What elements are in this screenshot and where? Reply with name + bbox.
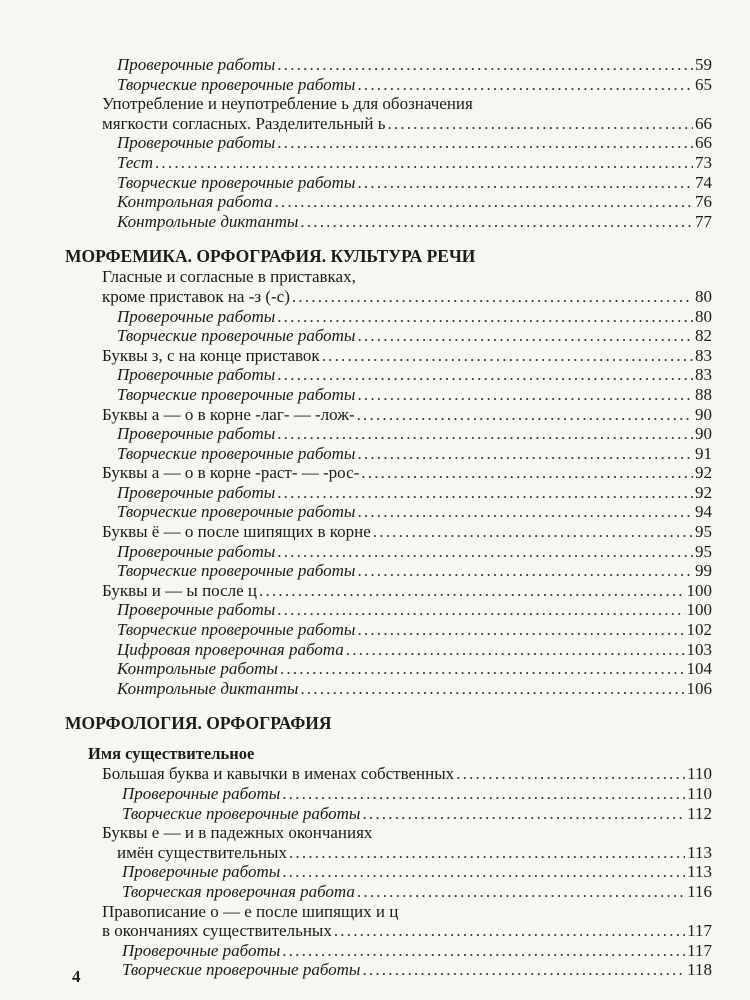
dot-leader — [357, 173, 693, 193]
page-ref: 83 — [695, 345, 712, 365]
toc-entry[interactable] — [62, 581, 712, 601]
entry-label: Контрольные работы — [117, 659, 278, 679]
page-ref: 80 — [695, 286, 712, 306]
toc-entry[interactable] — [62, 843, 712, 863]
toc-entry[interactable] — [62, 764, 712, 784]
entry-label: Употребление и неупотребление ь для обозначения — [102, 94, 473, 114]
page-ref: 104 — [686, 659, 712, 679]
dot-leader — [362, 804, 685, 824]
entry-label: Проверочные работы — [117, 600, 276, 620]
page-ref: 112 — [687, 803, 712, 823]
toc-entry[interactable] — [62, 173, 712, 193]
page-ref: 106 — [686, 678, 712, 698]
page-ref: 90 — [695, 424, 712, 444]
toc-entry[interactable] — [62, 522, 712, 542]
page-ref: 100 — [686, 580, 712, 600]
dot-leader — [277, 483, 693, 503]
dot-leader — [259, 581, 684, 601]
page-ref: 88 — [695, 384, 712, 404]
table-of-contents — [62, 55, 712, 980]
toc-entry[interactable] — [62, 804, 712, 824]
entry-label: Буквы а — о в корне -раст- — -рос- — [102, 463, 360, 483]
entry-label: кроме приставок на -з (-с) — [102, 286, 290, 306]
entry-label: Творческие проверочные работы — [117, 443, 356, 463]
entry-label: Буквы а — о в корне -лаг- — -лож- — [102, 404, 355, 424]
dot-leader — [277, 365, 693, 385]
toc-entry[interactable] — [62, 679, 712, 699]
subsection-heading: Имя существительное — [88, 744, 255, 764]
page-ref: 77 — [695, 211, 712, 231]
dot-leader — [357, 444, 693, 464]
toc-entry[interactable] — [62, 307, 712, 327]
entry-label: Буквы ё — о после шипящих в корне — [102, 522, 371, 542]
toc-entry[interactable] — [62, 659, 712, 679]
entry-label: Проверочные работы — [117, 365, 276, 385]
entry-label: Творческие проверочные работы — [117, 561, 356, 581]
entry-label: Контрольные диктанты — [117, 678, 299, 698]
toc-entry[interactable] — [62, 133, 712, 153]
dot-leader — [277, 307, 693, 327]
entry-label: Большая буква и кавычки в именах собственных — [102, 764, 455, 784]
dot-leader — [357, 326, 693, 346]
entry-label: Проверочные работы — [117, 133, 276, 153]
toc-entry[interactable] — [62, 600, 712, 620]
page-ref: 110 — [687, 784, 712, 803]
page-ref: 95 — [695, 522, 712, 542]
page-ref: 92 — [695, 463, 712, 483]
entry-label: Проверочные работы — [122, 862, 281, 882]
toc-entry[interactable] — [62, 385, 712, 405]
entry-group — [62, 764, 712, 823]
page-ref: 102 — [686, 620, 712, 640]
page-ref: 117 — [687, 940, 712, 960]
toc-entry[interactable] — [62, 365, 712, 385]
toc-entry[interactable] — [62, 192, 712, 212]
toc-entry[interactable] — [62, 882, 712, 902]
page-ref: 103 — [686, 639, 712, 659]
toc-entry[interactable] — [62, 424, 712, 444]
entry-label: Творческие проверочные работы — [122, 803, 361, 823]
dot-leader — [357, 502, 693, 522]
toc-entry[interactable] — [62, 405, 712, 425]
dot-leader — [277, 542, 693, 562]
dot-leader — [357, 405, 693, 425]
entry-label: Творческие проверочные работы — [117, 172, 356, 192]
section-heading: МОРФЕМИКА. ОРФОГРАФИЯ. КУЛЬТУРА РЕЧИ — [65, 246, 476, 267]
toc-entry[interactable] — [62, 55, 712, 75]
page-ref: 110 — [687, 764, 712, 784]
page-ref: 91 — [695, 443, 712, 463]
section-heading: МОРФОЛОГИЯ. ОРФОГРАФИЯ — [65, 713, 332, 734]
toc-entry[interactable] — [62, 444, 712, 464]
entry-group — [62, 133, 712, 231]
dot-leader — [361, 463, 693, 483]
page-ref: 95 — [695, 541, 712, 561]
dot-leader — [280, 659, 685, 679]
toc-entry[interactable] — [62, 862, 712, 882]
dot-leader — [277, 133, 693, 153]
entry-title-line — [62, 267, 712, 287]
entry-label: Контрольная работа — [117, 192, 273, 212]
page-ref: 94 — [695, 502, 712, 522]
dot-leader — [274, 192, 693, 212]
entry-label: Творческие проверочные работы — [117, 502, 356, 522]
entry-title-line — [62, 902, 712, 922]
toc-entry[interactable] — [62, 153, 712, 173]
page-ref: 92 — [695, 482, 712, 502]
dot-leader — [155, 153, 693, 173]
entry-label: Творческие проверочные работы — [117, 326, 356, 346]
page-ref: 83 — [695, 365, 712, 385]
page-ref: 113 — [687, 842, 712, 862]
dot-leader — [289, 843, 685, 863]
page-ref: 76 — [695, 192, 712, 212]
entry-label: Проверочные работы — [117, 541, 276, 561]
toc-entry[interactable] — [62, 784, 712, 804]
dot-leader — [282, 941, 685, 961]
toc-entry[interactable] — [62, 346, 712, 366]
dot-leader — [357, 620, 684, 640]
entry-label: Гласные и согласные в приставках, — [102, 267, 356, 287]
dot-leader — [357, 882, 685, 902]
entry-label: Творческие проверочные работы — [122, 960, 361, 980]
entry-label: Проверочные работы — [117, 306, 276, 326]
entry-group — [62, 862, 712, 901]
toc-entry[interactable] — [62, 114, 712, 134]
toc-entry[interactable] — [62, 561, 712, 581]
page-ref: 90 — [695, 404, 712, 424]
toc-entry[interactable] — [62, 960, 712, 980]
entry-label: Творческие проверочные работы — [117, 74, 356, 94]
entry-title-line — [62, 823, 712, 843]
entry-label: Контрольные диктанты — [117, 211, 299, 231]
entry-label: Правописание о — е после шипящих и ц — [102, 901, 399, 921]
entry-label: имён существительных — [117, 842, 287, 862]
entry-group — [62, 307, 712, 699]
dot-leader — [282, 862, 685, 882]
dot-leader — [292, 287, 693, 307]
entry-group — [62, 55, 712, 94]
page-number: 4 — [72, 967, 81, 986]
dot-leader — [282, 784, 685, 804]
entry-label: Буквы и — ы после ц — [102, 580, 258, 600]
dot-leader — [357, 385, 693, 405]
dot-leader — [373, 522, 693, 542]
toc-entry[interactable] — [62, 640, 712, 660]
page-ref: 73 — [695, 152, 712, 172]
dot-leader — [456, 764, 685, 784]
dot-leader — [277, 55, 693, 75]
entry-label: мягкости согласных. Разделительный ь — [102, 113, 386, 133]
page-ref: 74 — [695, 172, 712, 192]
dot-leader — [346, 640, 685, 660]
entry-label: Проверочные работы — [122, 940, 281, 960]
entry-label: Цифровая проверочная работа — [117, 639, 344, 659]
dot-leader — [300, 212, 693, 232]
page-ref: 116 — [687, 881, 712, 901]
page-ref: 118 — [687, 960, 712, 980]
page-ref: 66 — [695, 133, 712, 153]
dot-leader — [322, 346, 693, 366]
entry-label: Творческие проверочные работы — [117, 384, 356, 404]
dot-leader — [357, 561, 693, 581]
entry-label: Буквы з, с на конце приставок — [102, 345, 320, 365]
toc-entry[interactable] — [62, 921, 712, 941]
toc-entry[interactable] — [62, 75, 712, 95]
entry-label: в окончаниях существительных — [102, 921, 332, 941]
dot-leader — [362, 960, 685, 980]
toc-entry[interactable] — [62, 542, 712, 562]
toc-entry[interactable] — [62, 463, 712, 483]
dot-leader — [300, 679, 684, 699]
toc-entry[interactable] — [62, 502, 712, 522]
dot-leader — [277, 600, 684, 620]
dot-leader — [277, 424, 693, 444]
entry-label: Проверочные работы — [117, 482, 276, 502]
toc-entry[interactable] — [62, 212, 712, 232]
toc-entry[interactable] — [62, 287, 712, 307]
page-ref: 82 — [695, 326, 712, 346]
page-ref: 66 — [695, 113, 712, 133]
dot-leader — [387, 114, 693, 134]
entry-label: Творческие проверочные работы — [117, 620, 356, 640]
page-ref: 113 — [687, 862, 712, 882]
entry-label: Проверочные работы — [117, 55, 276, 74]
page-ref: 59 — [695, 55, 712, 74]
page-ref: 100 — [686, 600, 712, 620]
page-ref: 65 — [695, 74, 712, 94]
entry-label: Проверочные работы — [117, 424, 276, 444]
toc-entry[interactable] — [62, 620, 712, 640]
dot-leader — [357, 75, 693, 95]
toc-entry[interactable] — [62, 941, 712, 961]
entry-label: Буквы е — и в падежных окончаниях — [102, 823, 373, 843]
entry-label: Творческая проверочная работа — [122, 881, 355, 901]
page-ref: 80 — [695, 306, 712, 326]
page-ref: 117 — [687, 921, 712, 941]
entry-title-line — [62, 94, 712, 114]
entry-label: Проверочные работы — [122, 784, 281, 803]
toc-entry[interactable] — [62, 483, 712, 503]
entry-group — [62, 941, 712, 980]
dot-leader — [334, 921, 685, 941]
toc-entry[interactable] — [62, 326, 712, 346]
page-ref: 99 — [695, 561, 712, 581]
entry-label: Тест — [117, 152, 153, 172]
